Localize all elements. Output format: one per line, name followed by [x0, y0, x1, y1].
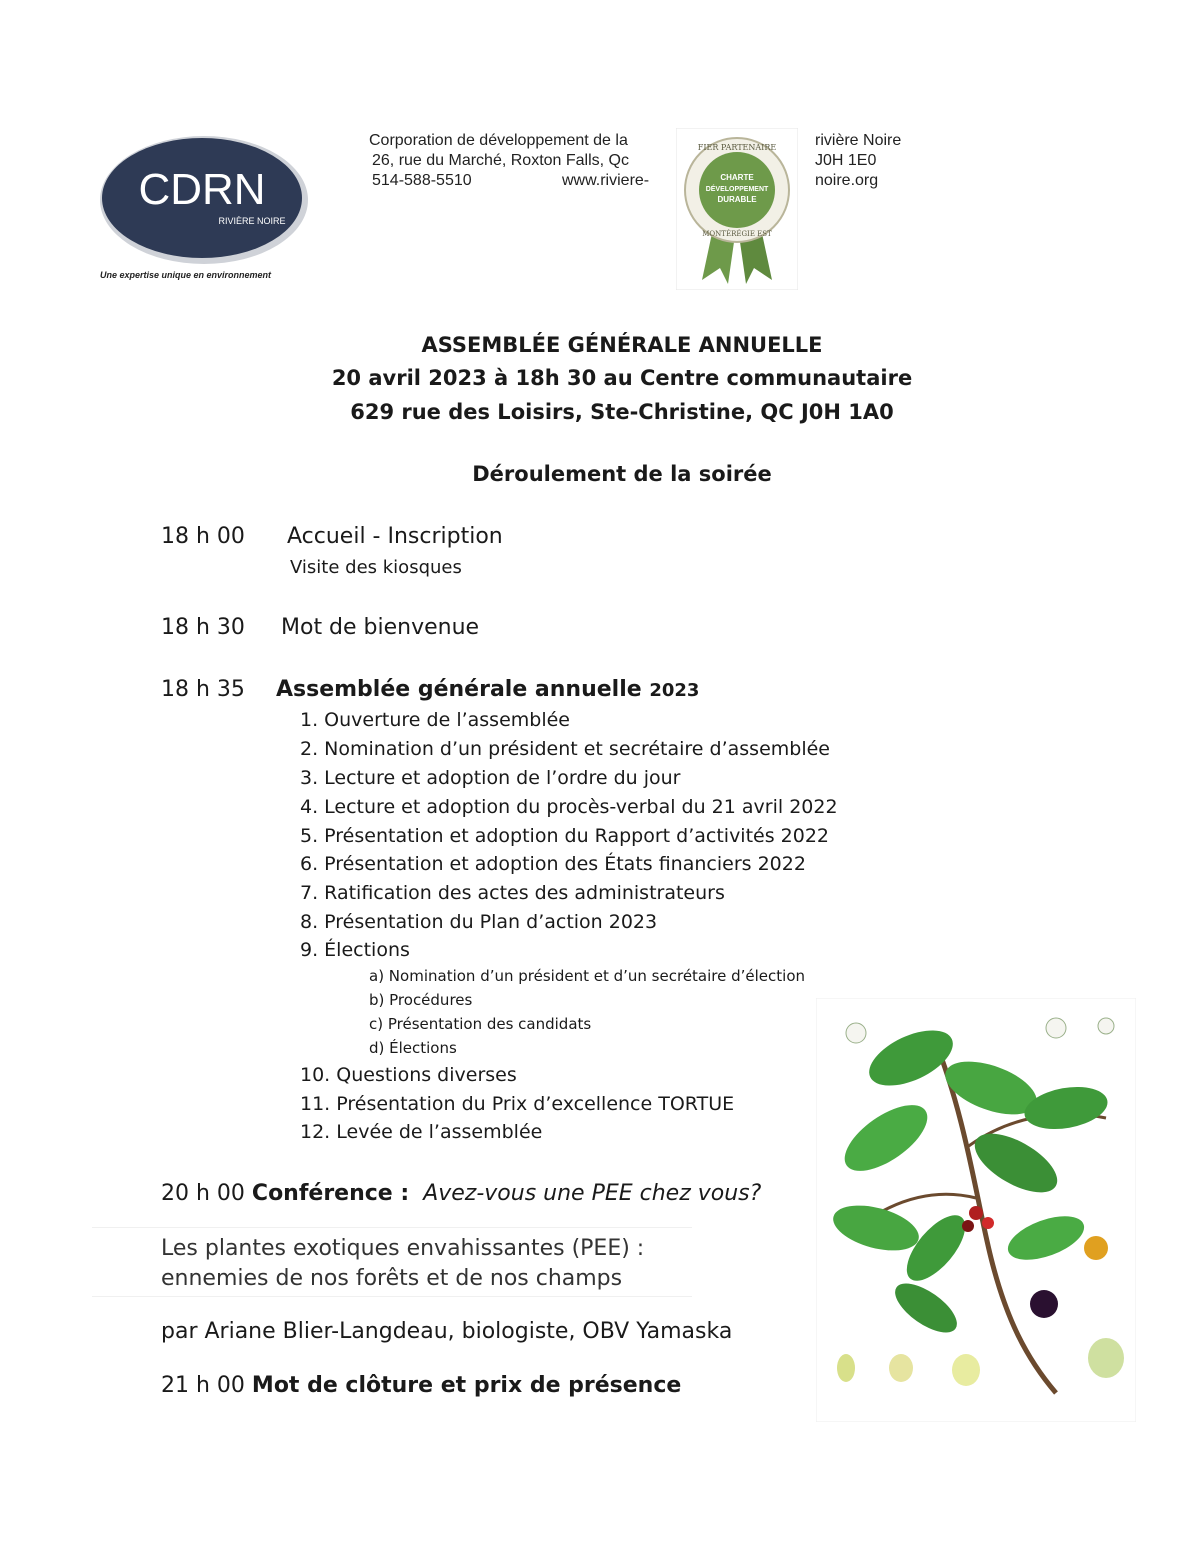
badge-line2: DÉVELOPPEMENT	[705, 186, 769, 193]
agenda-item: 12. Levée de l’assemblée	[300, 1121, 543, 1143]
logo-text: CDRN	[138, 165, 266, 214]
agenda-item: 11. Présentation du Prix d’excellence TORTUE	[300, 1093, 735, 1115]
agenda-item: 8. Présentation du Plan d’action 2023	[300, 911, 658, 933]
agenda-item: 9. Élections	[300, 939, 410, 961]
plant-illustration	[816, 998, 1136, 1422]
agenda-item: 10. Questions diverses	[300, 1064, 517, 1086]
agenda-item: 6. Présentation et adoption des États financiers 2022	[300, 853, 806, 875]
election-subitem: c) Présentation des candidats	[369, 1015, 592, 1033]
mot-bienvenue: Mot de bienvenue	[281, 615, 480, 640]
time-1835: 18 h 35	[161, 677, 245, 702]
badge-line1: CHARTE	[720, 173, 754, 182]
agm-heading	[276, 677, 699, 702]
org-phone: 514-588-5510	[372, 172, 472, 189]
cdrn-logo	[92, 128, 326, 286]
agm-year: 2023	[649, 680, 700, 701]
org-line2-right: J0H 1E0	[815, 152, 877, 169]
conference-label: Conférence :	[251, 1181, 410, 1206]
time-1800: 18 h 00	[161, 524, 245, 549]
charte-badge	[676, 128, 798, 290]
logo-tagline: Une expertise unique en environnement	[100, 270, 272, 280]
org-line1-right: rivière Noire	[815, 132, 902, 149]
agenda-item: 4. Lecture et adoption du procès-verbal du 21 avril 2022	[300, 796, 838, 818]
badge-top-text: FIER PARTENAIRE	[697, 143, 777, 152]
conference-desc-2: ennemies de nos forêts et de nos champs	[161, 1266, 623, 1291]
org-line2-left: 26, rue du Marché, Roxton Falls, Qc	[372, 152, 629, 169]
time-1830: 18 h 30	[161, 615, 245, 640]
agenda-item: 1. Ouverture de l’assemblée	[300, 709, 570, 731]
org-web-left: www.riviere-	[562, 172, 650, 189]
conference-desc-1: Les plantes exotiques envahissantes (PEE) :	[161, 1236, 645, 1261]
closing-line	[161, 1373, 681, 1398]
section-title: Déroulement de la soirée	[472, 462, 772, 486]
election-subitem: b) Procédures	[369, 991, 473, 1009]
badge-bottom-text: MONTÉRÉGIE EST	[702, 230, 772, 238]
election-subitem: a) Nomination d’un président et d’un secrétaire d’élection	[369, 967, 806, 985]
conference-topic: Avez-vous une PEE chez vous?	[423, 1181, 762, 1206]
agenda-item: 5. Présentation et adoption du Rapport d’activités 2022	[300, 825, 830, 847]
agenda-item: 2. Nomination d’un président et secrétaire d’assemblée	[300, 738, 830, 760]
badge-line3: DURABLE	[717, 195, 757, 204]
title-line3: 629 rue des Loisirs, Ste-Christine, QC J0H 1A0	[350, 400, 894, 424]
logo-subtitle: RIVIÈRE NOIRE	[218, 216, 286, 226]
speaker-line: par Ariane Blier-Langdeau, biologiste, OBV Yamaska	[161, 1319, 733, 1344]
agenda-item: 7. Ratification des actes des administrateurs	[300, 882, 725, 904]
org-web-right: noire.org	[815, 172, 879, 189]
org-line1-left: Corporation de développement de la	[369, 132, 628, 149]
title-line2: 20 avril 2023 à 18h 30 au Centre communautaire	[331, 366, 913, 390]
welcome-registration: Accueil - Inscription	[287, 524, 503, 549]
title-line1: ASSEMBLÉE GÉNÉRALE ANNUELLE	[421, 333, 823, 357]
election-subitem: d) Élections	[369, 1039, 457, 1057]
conference-line	[161, 1181, 761, 1206]
time-2000: 20 h 00	[161, 1181, 245, 1206]
time-2100: 21 h 00	[161, 1373, 245, 1398]
kiosk-visit: Visite des kiosques	[290, 557, 462, 578]
closing-label: Mot de clôture et prix de présence	[251, 1373, 682, 1398]
agm-label: Assemblée générale annuelle	[276, 677, 642, 702]
agenda-item: 3. Lecture et adoption de l’ordre du jour	[300, 767, 681, 789]
